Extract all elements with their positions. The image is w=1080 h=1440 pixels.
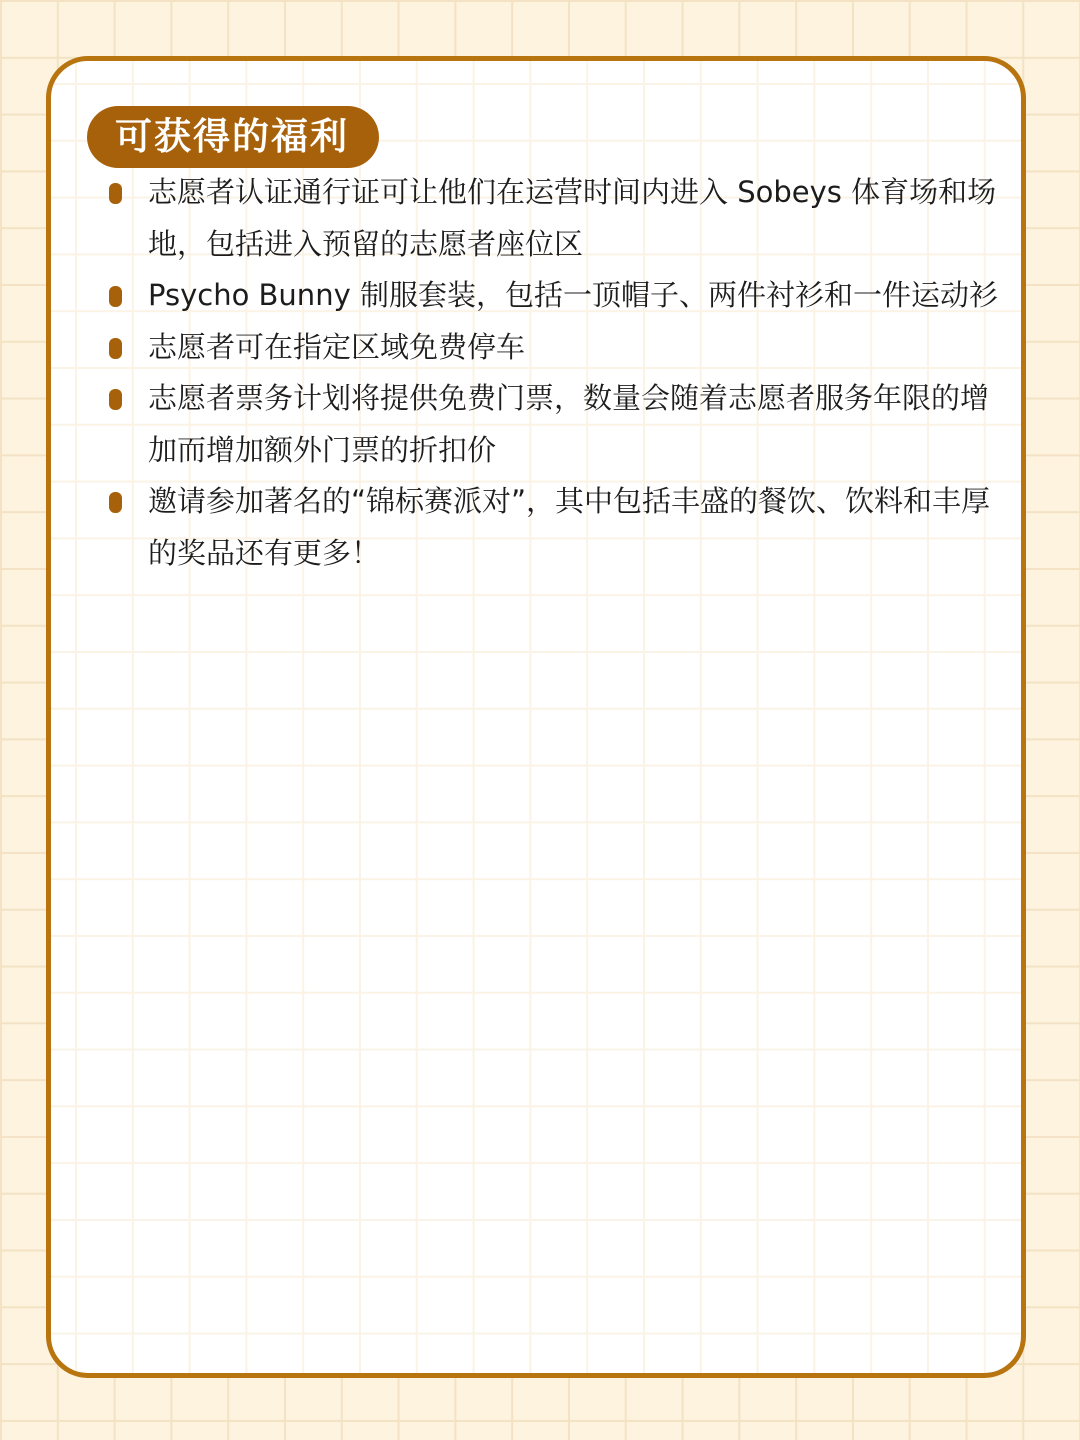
benefits-card <box>46 56 1026 1378</box>
benefit-text: 邀请参加著名的“锦标赛派对”，其中包括丰盛的餐饮、饮料和丰厚的奖品还有更多！ <box>148 484 991 570</box>
benefit-text: 志愿者可在指定区域免费停车 <box>148 329 526 364</box>
bullet-icon <box>109 183 122 204</box>
benefit-text: 志愿者认证通行证可让他们在运营时间内进入 Sobeys 体育场和场地，包括进入预留的志愿者座位区 <box>148 175 997 261</box>
bullet-icon <box>109 286 122 307</box>
list-item <box>109 270 1004 322</box>
benefit-text: 志愿者票务计划将提供免费门票，数量会随着志愿者服务年限的增加而增加额外门票的折扣价 <box>148 381 990 467</box>
list-item <box>109 476 1004 579</box>
list-item <box>109 373 1004 476</box>
bullet-icon <box>109 492 122 513</box>
section-title: 可获得的福利 <box>87 106 379 168</box>
benefits-list <box>109 167 1004 579</box>
list-item <box>109 322 1004 374</box>
bullet-icon <box>109 338 122 359</box>
benefit-text: Psycho Bunny 制服套装，包括一顶帽子、两件衬衫和一件运动衫 <box>148 278 998 312</box>
list-item <box>109 167 1004 270</box>
bullet-icon <box>109 389 122 410</box>
